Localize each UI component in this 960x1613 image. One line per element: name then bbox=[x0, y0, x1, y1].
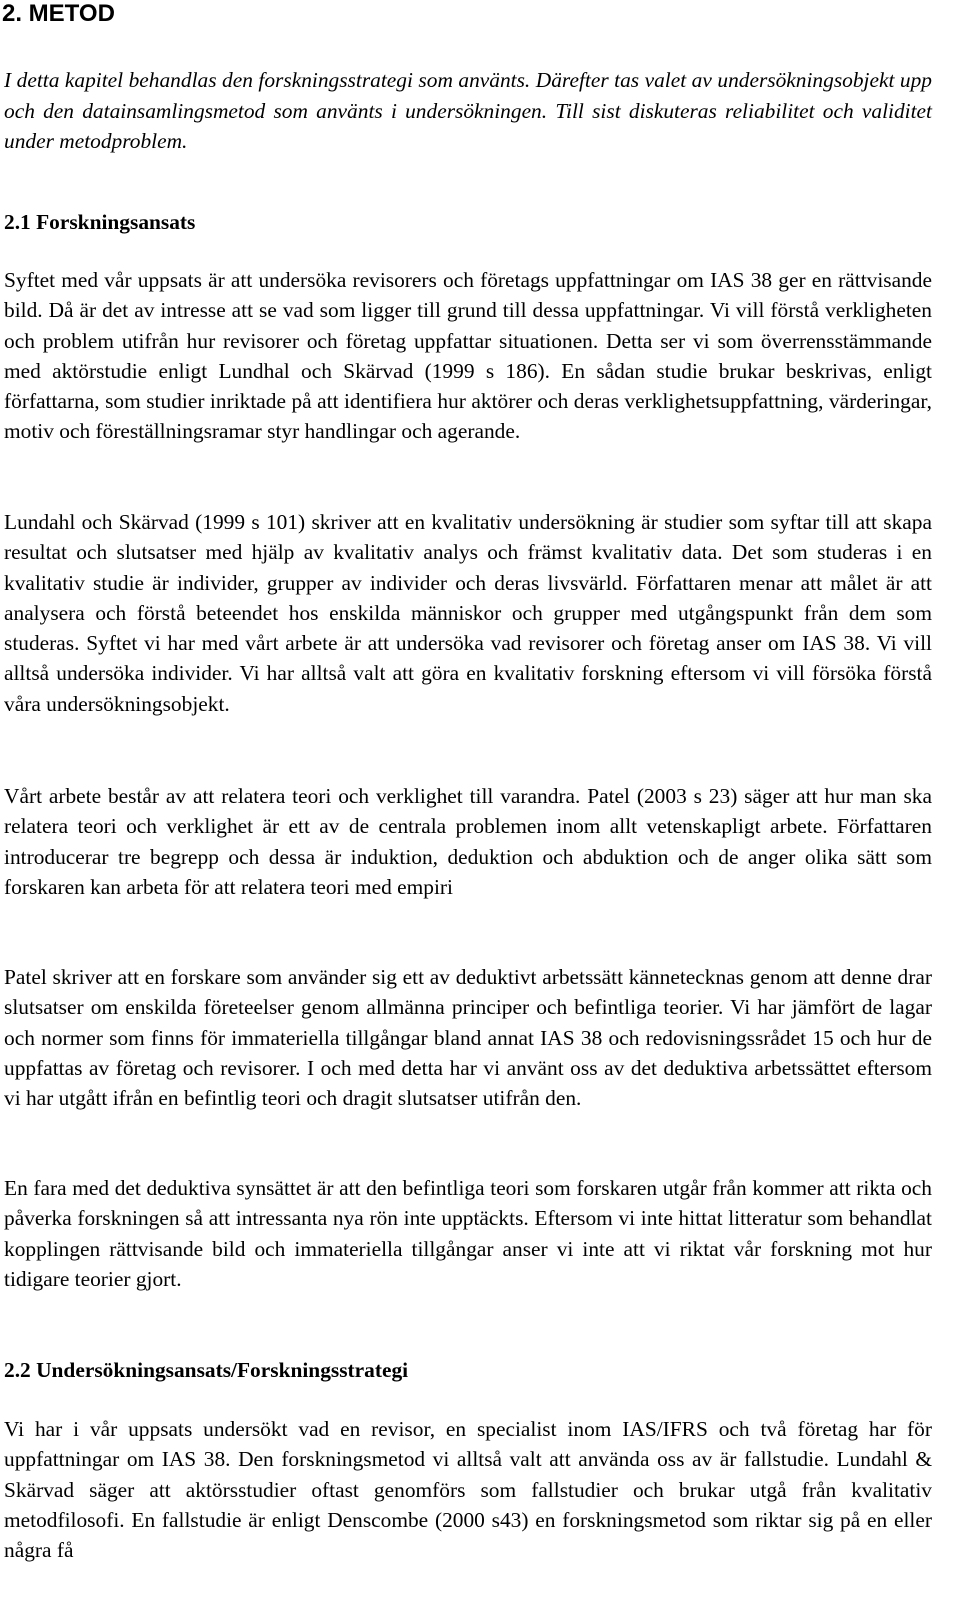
chapter-title: 2. METOD bbox=[2, 0, 115, 27]
paragraph-deduktiva-synsattet: En fara med det deduktiva synsättet är att den befintliga teori som forskaren utgår från kommer att rikta och påverka forskningen så att intressanta nya rön inte upptäckts. Eftersom vi inte hittat litteratur som behandlat kopplingen rättvisande bild och immateriella tillgångar anser vi inte att vi riktat vår forskning mot hur tidigare teorier gjort. bbox=[4, 1176, 932, 1291]
paragraph-fallstudie: Vi har i vår uppsats undersökt vad en revisor, en specialist inom IAS/IFRS och två företag har för uppfattningar om IAS 38. Den forskningsmetod vi alltså valt att använda oss av är fallstudie. Lundahl & Skärvad säger att aktörsstudier oftast genomförs som fallstudier och brukar utgå från kvalitativ metodfilosofi. En fallstudie är enligt Denscombe (2000 s43) en forskningsmetod som riktar sig på en eller några få bbox=[4, 1417, 932, 1563]
paragraph-teori-verklighet: Vårt arbete består av att relatera teori och verklighet till varandra. Patel (2003 s 23) säger att hur man ska relatera teori och verklighet är ett av de centrala problemen inom allt vetenskapligt arbete. Författaren introducerar tre begrepp och dessa är induktion, deduktion och abduktion och de anger olika sätt som forskaren kan arbeta för att relatera teori med empiri bbox=[4, 784, 932, 899]
paragraph-kvalitativ-undersokning: Lundahl och Skärvad (1999 s 101) skriver att en kvalitativ undersökning är studier som syftar till att skapa resultat och slutsatser med hjälp av kvalitativ analys och främst kvalitativ data. Det som studeras i en kvalitativ studie är individer, grupper av individer och deras livsvärld. Författaren menar att målet är att analysera och förstå beteendet hos enskilda människor och grupper med utgångspunkt från dem som studeras. Syftet vi har med vårt arbete är att undersöka vad revisorer och företag anser om IAS 38. Vi vill alltså undersöka individer. Vi har alltså valt att göra en kvalitativ forskning eftersom vi vill försöka förstå våra undersökningsobjekt. bbox=[4, 510, 932, 716]
section-heading-undersokningsansats: 2.2 Undersökningsansats/Forskningsstrategi bbox=[4, 1358, 409, 1382]
section-heading-forskningsansats: 2.1 Forskningsansats bbox=[4, 210, 196, 234]
chapter-intro: I detta kapitel behandlas den forskningsstrategi som använts. Därefter tas valet av undersökningsobjekt upp och den datainsamlingsmetod som använts i undersökningen. Till sist diskuteras reliabilitet och validitet under metodproblem. bbox=[4, 68, 932, 153]
paragraph-aktorstudie: Syftet med vår uppsats är att undersöka revisorers och företags uppfattningar om IAS 38 ger en rättvisande bild. Då är det av intresse att se vad som ligger till grund till dessa uppfattningar. Vi vill förstå verkligheten och problem utifrån hur revisorer och företag uppfattar situationen. Detta ser vi som överrensstämmande med aktörstudie enligt Lundhal och Skärvad (1999 s 186). En sådan studie brukar beskrivas, enligt författarna, som studier inriktade på att identifiera hur aktörer och deras verklighetsuppfattning, värderingar, motiv och föreställningsramar styr handlingar och agerande. bbox=[4, 268, 932, 444]
paragraph-deduktivt-arbetssatt: Patel skriver att en forskare som använder sig ett av deduktivt arbetssätt kännetecknas genom att denne drar slutsatser om enskilda företeelser genom allmänna principer och befintliga teorier. Vi har jämfört de lagar och normer som finns för immateriella tillgångar bland annat IAS 38 och redovisningssrådet 15 och hur de uppfattas av företag och revisorer. I och med detta har vi använt oss av det deduktiva arbetssättet eftersom vi har utgått ifrån en befintlig teori och dragit slutsatser utifrån den. bbox=[4, 965, 932, 1111]
